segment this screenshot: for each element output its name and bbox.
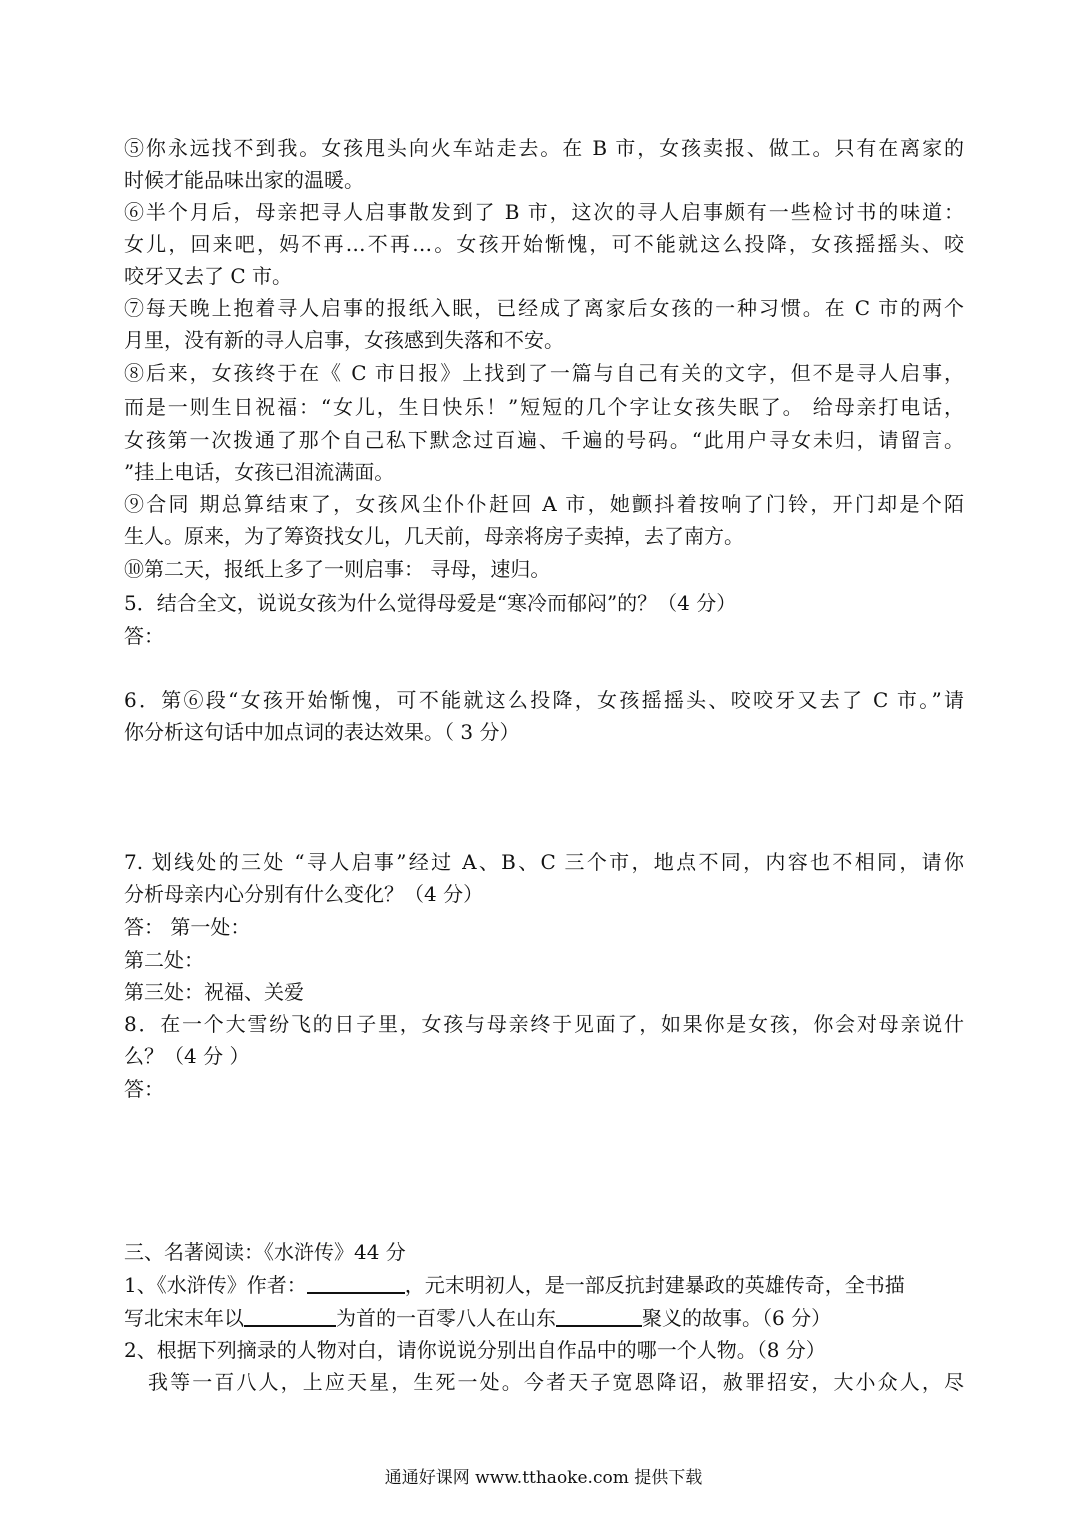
paragraph-8-line-2: 而是一则生日祝福：“女儿，生日快乐！”短短的几个字让女孩失眠了。 给母亲打电话， — [124, 395, 964, 419]
paragraph-7-line-1: ⑦每天晚上抱着寻人启事的报纸入眠，已经成了离家后女孩的一种习惯。在 C 市的两个 — [124, 296, 964, 320]
question-5-answer-label: 答： — [124, 624, 164, 648]
paragraph-8-line-3: 女孩第一次拨通了那个自己私下默念过百遍、千遍的号码。“此用户寻女未归，请留言。 — [124, 428, 964, 452]
paragraph-9-line-1: ⑨合同 期总算结束了，女孩风尘仆仆赶回 A 市，她颤抖着按响了门铃，开门却是个陌 — [124, 492, 964, 516]
question-7-line-1: 7. 划线处的三处 “寻人启事”经过 A、B、C 三个市，地点不同，内容也不相同，请你 — [124, 850, 964, 874]
question-8-line-1: 8．在一个大雪纷飞的日子里，女孩与母亲终于见面了，如果你是女孩，你会对母亲说什 — [124, 1012, 964, 1036]
section-3-item-1-line-1 — [124, 1269, 964, 1301]
page-footer: 通通好课网 www.tthaoke.com 提供下载 — [384, 1468, 703, 1488]
paragraph-5-line-2: 时候才能品味出家的温暖。 — [124, 168, 364, 192]
paragraph-8-line-1: ⑧后来，女孩终于在《 C 市日报》上找到了一篇与自己有关的文字，但不是寻人启事， — [124, 361, 964, 385]
item-1-text-e: 聚义的故事。（6 分） — [642, 1306, 832, 1330]
author-blank[interactable] — [307, 1270, 405, 1294]
paragraph-6-line-3: 咬牙又去了 C 市。 — [124, 264, 293, 288]
question-5: 5．结合全文，说说女孩为什么觉得母爱是“寒冷而郁闷”的？（4 分） — [124, 591, 737, 615]
question-8-line-2: 么？（4 分 ） — [124, 1044, 250, 1068]
question-7-line-2: 分析母亲内心分别有什么变化？（4 分） — [124, 882, 484, 906]
paragraph-7-line-2: 月里，没有新的寻人启事，女孩感到失落和不安。 — [124, 328, 564, 352]
paragraph-8-line-4: ”挂上电话，女孩已泪流满面。 — [124, 460, 395, 484]
item-1-text-c: 写北宋末年以 — [124, 1306, 244, 1330]
question-6-line-2: 你分析这句话中加点词的表达效果。（ 3 分） — [124, 720, 520, 744]
paragraph-6-line-2: 女儿，回来吧，妈不再…不再…。女孩开始惭愧，可不能就这么投降，女孩摇摇头、咬 — [124, 232, 964, 256]
section-3-item-2-quote: 我等一百八人，上应天星，生死一处。今者天子宽恩降诏，赦罪招安，大小众人，尽 — [148, 1370, 964, 1394]
leader-blank[interactable] — [244, 1303, 336, 1327]
question-7-answer-2: 第二处： — [124, 948, 204, 972]
question-7-answer-3: 第三处：祝福、关爱 — [124, 980, 304, 1004]
section-3-item-2: 2、根据下列摘录的人物对白，请你说说分别出自作品中的哪一个人物。（8 分） — [124, 1338, 826, 1362]
question-6-line-1: 6．第⑥段“女孩开始惭愧，可不能就这么投降，女孩摇摇头、咬咬牙又去了 C 市。”请 — [124, 688, 964, 712]
section-3-title: 三、名著阅读：《水浒传》44 分 — [124, 1240, 406, 1264]
place-blank[interactable] — [556, 1303, 642, 1327]
paragraph-6-line-1: ⑥半个月后，母亲把寻人启事散发到了 B 市，这次的寻人启事颇有一些检讨书的味道： — [124, 200, 964, 224]
item-1-text-b: ，元末明初人，是一部反抗封建暴政的英雄传奇，全书描 — [404, 1273, 905, 1297]
paragraph-9-line-2: 生人。原来，为了筹资找女儿，几天前，母亲将房子卖掉，去了南方。 — [124, 524, 744, 548]
paragraph-10-line-1: ⑩第二天，报纸上多了一则启事： 寻母，速归。 — [124, 557, 551, 581]
section-3-item-1-line-2 — [124, 1302, 964, 1334]
item-1-text-a: 1、《水浒传》作者： — [124, 1273, 307, 1297]
question-7-answer-1: 答： 第一处： — [124, 915, 251, 939]
item-1-text-d: 为首的一百零八人在山东 — [336, 1306, 556, 1330]
question-8-answer-label: 答： — [124, 1077, 164, 1101]
paragraph-5-line-1: ⑤你永远找不到我。女孩甩头向火车站走去。在 B 市，女孩卖报、做工。只有在离家的 — [124, 136, 964, 160]
